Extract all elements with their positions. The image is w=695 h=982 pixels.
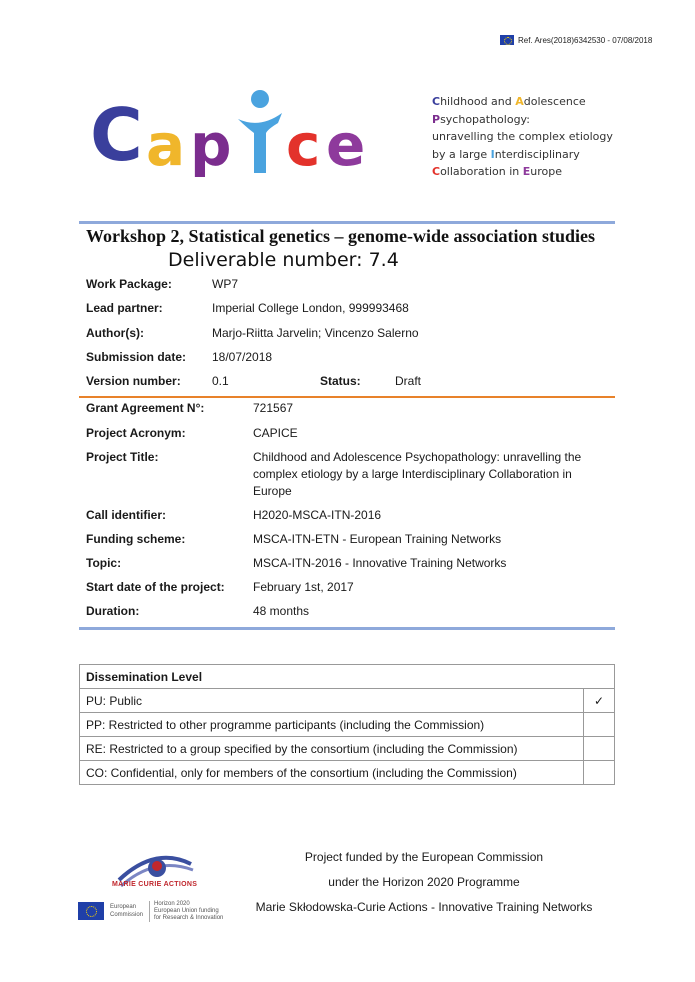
work-package-label: Work Package: (86, 277, 172, 291)
dissemination-level-label: PU: Public (80, 689, 584, 713)
project-title-line: complex etiology by a large Interdisciplinary Collaboration in (253, 467, 572, 481)
reference-stamp (500, 35, 652, 45)
submission-date-label: Submission date: (86, 350, 187, 364)
tagline-initial: P (432, 112, 441, 126)
tagline-text: hildhood and (440, 95, 516, 108)
capice-logo (90, 85, 380, 180)
topic-label: Topic: (86, 556, 122, 570)
eu-flag-icon (78, 902, 104, 920)
start-date-value: February 1st, 2017 (253, 580, 354, 594)
project-divider (79, 627, 615, 630)
work-package-value: WP7 (212, 277, 239, 291)
document-title: Workshop 2, Statistical genetics – genome-wide association studies (86, 226, 596, 246)
logo-letter: p (190, 111, 232, 179)
tagline-initial: E (522, 165, 531, 178)
grant-value: 721567 (253, 401, 294, 415)
funding-line: Marie Skłodowska-Curie Actions - Innovative Training Networks (255, 900, 593, 914)
table-row (80, 713, 615, 737)
call-value: H2020-MSCA-ITN-2016 (253, 508, 382, 522)
ec-text: Commission (110, 912, 144, 918)
ec-text: European (110, 904, 137, 910)
table-row (80, 737, 615, 761)
check-cell (584, 761, 615, 785)
duration-label: Duration: (86, 604, 140, 618)
version-value: 0.1 (212, 374, 229, 388)
tagline-initial: C (432, 95, 441, 108)
dissemination-header: Dissemination Level (80, 665, 615, 689)
figure-i-icon (234, 89, 286, 177)
dissemination-level-label: RE: Restricted to a group specified by the consortium (including the Commission) (80, 737, 584, 761)
acronym-label: Project Acronym: (86, 426, 186, 440)
table-row (80, 689, 615, 713)
dissemination-level-label: PP: Restricted to other programme participants (including the Commission) (80, 713, 584, 737)
tagline-text: urope (530, 165, 562, 178)
tagline-text: unravelling the complex etiology (432, 130, 613, 143)
tagline-text: by a large (432, 147, 491, 161)
deliverable-number: Deliverable number: 7.4 (168, 249, 399, 271)
project-tagline (432, 93, 613, 181)
tagline-initial: I (490, 147, 495, 161)
check-cell (584, 737, 615, 761)
tagline-initial: C (432, 165, 441, 178)
european-commission-logo (78, 898, 228, 924)
funding-line: Project funded by the European Commission (304, 850, 544, 864)
start-date-label: Start date of the project: (86, 580, 225, 594)
call-label: Call identifier: (86, 508, 167, 522)
eu-flag-icon (500, 35, 514, 45)
duration-value: 48 months (253, 604, 310, 618)
marie-curie-label: MARIE CURIE ACTIONS (112, 881, 198, 888)
funding-label: Funding scheme: (86, 532, 186, 546)
authors-value: Marjo-Riitta Jarvelin; Vincenzo Salerno (212, 326, 419, 340)
project-title-label: Project Title: (86, 450, 159, 464)
checkmark-icon: ✓ (584, 689, 615, 713)
check-cell (584, 713, 615, 737)
funding-value: MSCA-ITN-ETN - European Training Networks (253, 532, 502, 546)
tagline-text: nterdisciplinary (494, 147, 580, 161)
logo-letter: c (286, 111, 321, 179)
table-header-row (80, 665, 615, 689)
logo-letter: a (146, 111, 186, 179)
funding-statement (240, 845, 608, 920)
top-divider (79, 221, 615, 224)
status-value: Draft (395, 374, 422, 388)
status-label: Status: (320, 374, 361, 388)
submission-date-value: 18/07/2018 (212, 350, 273, 364)
version-label: Version number: (86, 374, 181, 388)
lead-partner-value: Imperial College London, 999993468 (212, 301, 409, 315)
table-row (80, 761, 615, 785)
tagline-initial: A (515, 95, 524, 108)
authors-label: Author(s): (86, 326, 144, 340)
logo-letter: C (90, 93, 143, 177)
h2020-text: Horizon 2020 (154, 900, 190, 907)
logo-letter: e (326, 111, 366, 179)
dissemination-table (79, 664, 615, 785)
lead-partner-label: Lead partner: (86, 301, 163, 315)
funding-line: under the Horizon 2020 Programme (328, 875, 520, 889)
h2020-text: European Union funding (154, 907, 219, 914)
topic-value: MSCA-ITN-2016 - Innovative Training Networks (253, 556, 507, 570)
acronym-value: CAPICE (253, 426, 298, 440)
grant-label: Grant Agreement N°: (86, 401, 205, 415)
reference-text: Ref. Ares(2018)6342530 - 07/08/2018 (518, 35, 653, 45)
h2020-text: for Research & Innovation (154, 914, 224, 921)
project-title-line: Childhood and Adolescence Psychopathology: unravelling the (253, 450, 582, 464)
project-title-line: Europe (253, 484, 292, 498)
tagline-text: sychopathology: (440, 112, 530, 126)
tagline-text: dolescence (523, 95, 586, 108)
tagline-text: ollaboration in (440, 165, 523, 178)
dissemination-level-label: CO: Confidential, only for members of the consortium (including the Commission) (80, 761, 584, 785)
meta-divider (79, 396, 615, 398)
